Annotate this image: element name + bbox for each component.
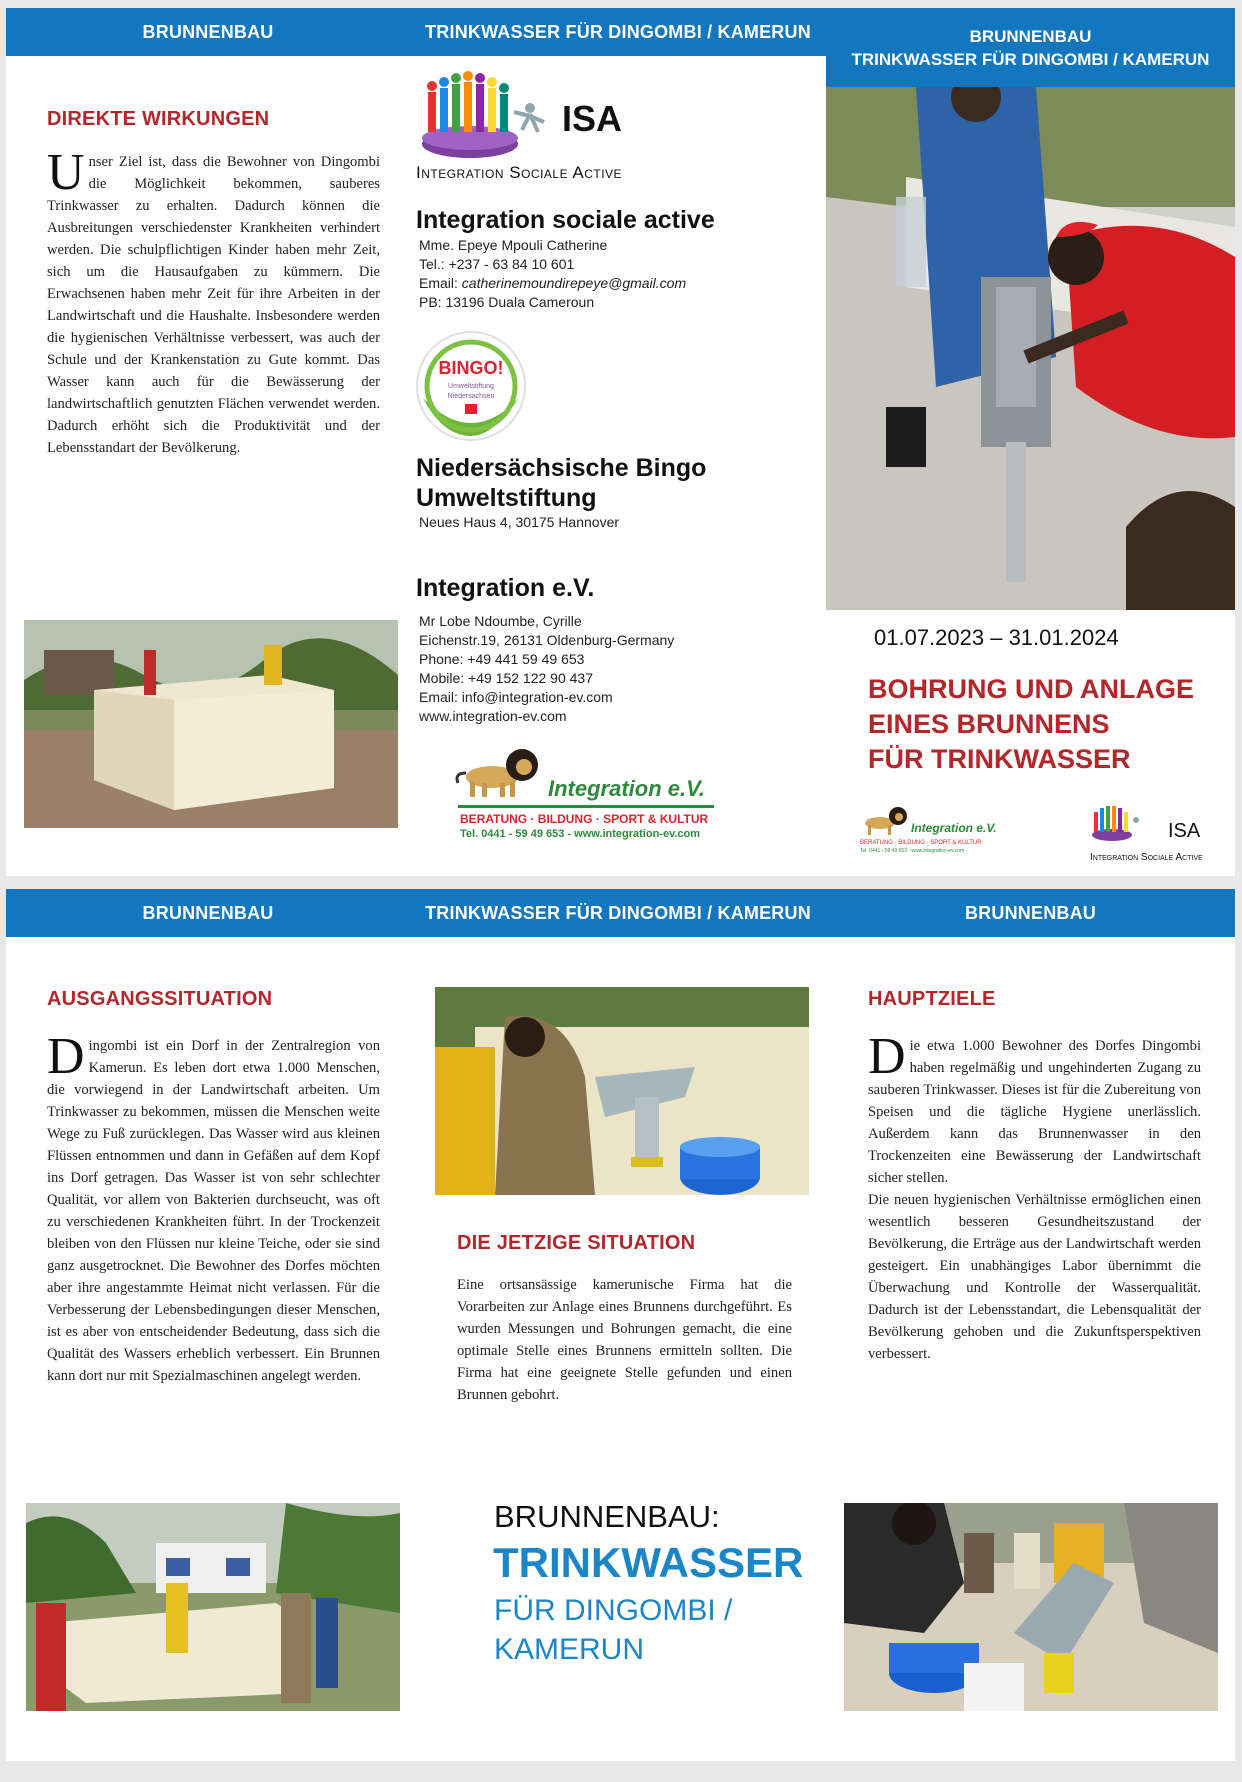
brochure-inside-sheet	[6, 889, 1235, 1761]
band-label-center: TRINKWASSER FÜR DINGOMBI / KAMERUN	[425, 21, 811, 42]
isa-people-icon	[410, 66, 550, 166]
heading-hauptziele: HAUPTZIELE	[868, 988, 996, 1010]
dropcap: D	[47, 1028, 85, 1085]
svg-text:Niedersachsen: Niedersachsen	[447, 393, 495, 400]
integration-title: Integration e.V.	[416, 574, 595, 602]
band-label-right: BRUNNENBAU	[965, 902, 1096, 923]
heading-jetzige-situation: DIE JETZIGE SITUATION	[457, 1232, 696, 1254]
paragraph-ausgangssituation: Dingombi ist ein Dorf in der Zentralregion von Kamerun. Es leben dort etwa 1.000 Menschen, die vorwiegend in der Landwirtschaft arbeiten. Um Trinkwasser zu bekommen, müssen die Menschen weite Wege zu Fuß zurücklegen. Das Wasser wird aus kleinen Flüssen entnommen und dann in Gefäßen auf dem Kopf ins Dorf getragen. Das Wasser ist von sehr schlechter Qualität, vor allem von Bakterien durchseucht, was oft zu verschiedenen Krankheiten führt. In der Trockenzeit bleiben von den Flüssen nur kleine Teiche, oder sie sind ganz ausgetrocknet. Die Bewohner des Dorfes möchten aber ihre angestammte Heimat nicht verlassen. Für die Verbesserung der Lebensbedingungen dieser Menschen, ist es aber von entscheidender Bedeutung, dass sich die Qualität des Wassers erheblich verbessert. Ein Brunnen kann dort nur mit Spezialmaschinen angelegt werden.	[47, 1028, 380, 1384]
paragraph-direkte-wirkungen: Unser Ziel ist, dass die Bewohner von Dingombi die Möglichkeit bekommen, sauberes Trinkwasser zu erhalten. Dadurch können die Ausbreitungen verschiedenster Krankheiten verhindert werden. Die schulpflichtigen Kinder haben mehr Zeit, sich um die Hausaufgaben zu kümmern. Die Erwachsenen haben mehr Zeit für ihre Arbeiten in der Landwirtschaft und die Haushalte. Insbesondere werden die hygienischen Verhältnisse verbessert, was auch der Schule und der Krankenstation zu Gute kommt. Das Wasser kann auch für die Bewässerung der landwirtschaftlich genutzten Flächen verwendet werden. Dadurch erhöht sich die Produktivität und der Lebensstandart der Bevölkerung.	[47, 144, 380, 456]
integration-web[interactable]: www.integration-ev.com	[419, 708, 567, 724]
integration-logo-name: Integration e.V.	[548, 776, 705, 801]
dropcap: U	[47, 144, 85, 201]
integration-logo-contact: Tel. 0441 - 59 49 653 - www.integration-ev.com	[460, 828, 701, 840]
brochure-outside-sheet	[6, 8, 1235, 876]
brand-line3: FÜR DINGOMBI /	[494, 1594, 733, 1627]
photo-well-enclosure	[24, 620, 398, 828]
project-title-line2: EINES BRUNNENS	[868, 709, 1110, 739]
paragraph-jetzige-situation: Eine ortsansässige kamerunische Firma hat die Vorarbeiten zur Anlage eines Brunnens durchgeführt. Es wurden Messungen und Bohrungen gemacht, die eine optimale Stelle eines Brunnens ermitteln sollten. Die Firma hat eine geeignete Stelle gefunden und einen Brunnen gebohrt.	[457, 1277, 792, 1403]
project-title-line3: FÜR TRINKWASSER	[868, 744, 1131, 774]
cover-int-contact: Tel. 0441 - 59 49 653 - www.integration-ev.com	[860, 848, 965, 854]
cover-isa-abbr: ISA	[1168, 820, 1201, 842]
logo-divider	[458, 805, 714, 808]
lion-icon-small	[858, 803, 910, 837]
project-title-line1: BOHRUNG UND ANLAGE	[868, 674, 1194, 704]
band-label-center: TRINKWASSER FÜR DINGOMBI / KAMERUN	[425, 902, 811, 923]
isa-abbr: ISA	[562, 98, 623, 139]
cover-isa-full: Integration Sociale Active	[1090, 852, 1203, 863]
cover-int-tagline: BERATUNG · BILDUNG · SPORT & KULTUR	[860, 840, 982, 846]
brand-line4: KAMERUN	[494, 1633, 645, 1666]
heading-ausgangssituation: AUSGANGSSITUATION	[47, 988, 273, 1010]
bingo-title-line1: Niedersächsische Bingo	[416, 454, 707, 482]
bingo-title-line2: Umweltstiftung	[416, 484, 597, 512]
paragraph-hauptziele: Die etwa 1.000 Bewohner des Dorfes Dingombi haben regelmäßig und ungehinderten Zugang zu sauberen Trinkwasser. Dieses ist für die Zubereitung von Speisen und die tägliche Hygiene unerlässlich. Außerdem kann das Brunnenwasser in den Trockenzeiten eine Bewässerung der Landwirtschaft sicher stellen. Die neuen hygienischen Verhältnisse ermöglichen einen wesentlich besseren Gesundheitszustand der Bevölkerung, die Erträge aus der Landwirtschaft werden gesteigert. Ein unabhängiges Labor übernimmt die Überwachung und Kontrolle der Wasserqualität. Dadurch ist der Lebensstandart, die Lebensqualität der Bevölkerung gehoben und die Zukunftsperspektiven verbessert.	[868, 1028, 1201, 1362]
photo-villagers-at-well	[26, 1503, 400, 1711]
project-date-range: 01.07.2023 – 31.01.2024	[874, 625, 1119, 650]
heading-direkte-wirkungen: DIREKTE WIRKUNGEN	[47, 108, 270, 130]
photo-hand-pump	[435, 987, 809, 1195]
svg-text:Umweltstiftung: Umweltstiftung	[448, 383, 494, 390]
isa-contact-tel: Tel.: +237 - 63 84 10 601	[419, 256, 575, 272]
svg-text:BINGO!: BINGO!	[438, 358, 504, 378]
integration-name: Mr Lobe Ndoumbe, Cyrille	[419, 613, 582, 629]
band-label-left: BRUNNENBAU	[142, 902, 274, 923]
isa-contact-email: Email: catherinemoundirepeye@gmail.com	[419, 275, 687, 291]
lion-icon	[452, 743, 546, 801]
integration-phone: Phone: +49 441 59 49 653	[419, 651, 585, 667]
isa-contact-pb: PB: 13196 Duala Cameroun	[419, 294, 595, 310]
brand-line2: TRINKWASSER	[493, 1539, 804, 1586]
isa-people-icon-small	[1088, 802, 1144, 842]
isa-full-name: Integration Sociale Active	[416, 163, 623, 182]
photo-people-at-pump	[844, 1503, 1218, 1711]
band-label-right: BRUNNENBAU TRINKWASSER FÜR DINGOMBI / KAMERUN	[826, 8, 1235, 87]
cover-int-name: Integration e.V.	[911, 821, 997, 835]
integration-logo-tagline: BERATUNG · BILDUNG · SPORT & KULTUR	[460, 812, 709, 826]
band-label-left: BRUNNENBAU	[142, 21, 274, 42]
bingo-badge-icon	[413, 328, 529, 444]
integration-mobile: Mobile: +49 152 122 90 437	[419, 670, 593, 686]
isa-contact-title: Integration sociale active	[416, 206, 715, 234]
isa-contact-name: Mme. Epeye Mpouli Catherine	[419, 237, 608, 253]
integration-street: Eichenstr.19, 26131 Oldenburg-Germany	[419, 632, 675, 648]
photo-pump-installation	[826, 87, 1235, 610]
bingo-address: Neues Haus 4, 30175 Hannover	[419, 514, 620, 530]
brand-line1: BRUNNENBAU:	[494, 1499, 720, 1534]
dropcap: D	[868, 1028, 906, 1085]
integration-email[interactable]: Email: info@integration-ev.com	[419, 689, 613, 705]
